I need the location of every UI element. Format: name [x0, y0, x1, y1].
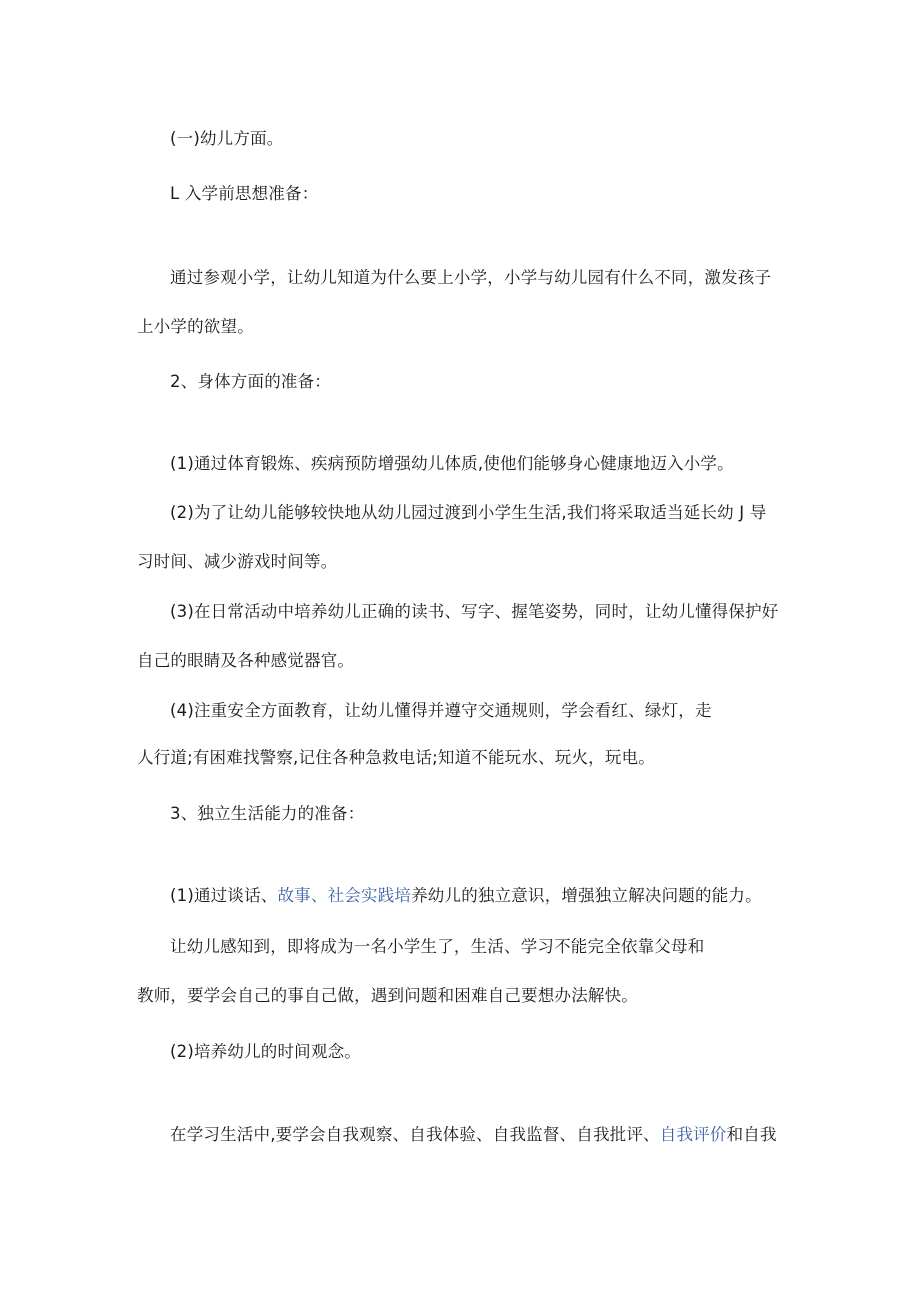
item-3-paragraph-1-separator: 、: [310, 886, 328, 905]
item-3-paragraph-1-post: 养幼儿的独立意识，增强独立解决问题的能力。: [411, 886, 762, 905]
item-3-paragraph-3-post: 和自我: [726, 1125, 777, 1144]
item-3-paragraph-1b-line-2: 教师，要学会自己的事自己做，遇到问题和困难自己要想办法解快。: [137, 986, 638, 1005]
item-2-paragraph-4-line-2: 人行道;有困难找警察,记住各种急救电话;知道不能玩水、玩火，玩电。: [137, 748, 655, 767]
story-link[interactable]: 故事: [277, 886, 311, 905]
item-2-paragraph-1: (1)通过体育锻炼、疾病预防增强幼儿体质,使他们能够身心健康地迈入小学。: [170, 454, 734, 473]
item-3-title: 3、独立生活能力的准备：: [170, 804, 365, 823]
item-3-paragraph-2: (2)培养幼儿的时间观念。: [170, 1042, 361, 1061]
social-practice-link[interactable]: 社会实践培: [327, 886, 412, 905]
item-1-text-line-2: 上小学的欲望。: [137, 317, 254, 336]
item-3-paragraph-1b-line-1: 让幼儿感知到，即将成为一名小学生了，生活、学习不能完全依靠父母和: [170, 937, 705, 956]
item-2-paragraph-2-line-1: (2)为了让幼儿能够较快地从幼儿园过渡到小学生生活,我们将采取适当延长幼 J 导: [170, 503, 767, 522]
item-2-paragraph-2-line-2: 习时间、减少游戏时间等。: [137, 552, 338, 571]
item-2-paragraph-3-line-1: (3)在日常活动中培养幼儿正确的读书、写字、握笔姿势，同时，让幼儿懂得保护好: [170, 602, 779, 621]
item-3-paragraph-3-pre: 在学习生活中,要学会自我观察、自我体验、自我监督、自我批评、: [170, 1125, 660, 1144]
item-3-paragraph-3: [170, 1124, 777, 1146]
item-2-paragraph-4-line-1: (4)注重安全方面教育，让幼儿懂得并遵守交通规则，学会看红、绿灯，走: [170, 701, 712, 720]
item-1-text-line-1: 通过参观小学，让幼儿知道为什么要上小学，小学与幼儿园有什么不同，激发孩子: [170, 268, 772, 287]
self-evaluation-link[interactable]: 自我评价: [659, 1125, 727, 1144]
item-2-title: 2、身体方面的准备：: [170, 372, 331, 391]
section-heading-child: (一)幼儿方面。: [170, 129, 284, 148]
item-3-paragraph-1: [170, 885, 762, 907]
item-3-paragraph-1-pre: (1)通过谈话、: [170, 886, 278, 905]
item-1-title: L 入学前思想准备：: [170, 184, 319, 203]
item-2-paragraph-3-line-2: 自己的眼睛及各种感觉器官。: [137, 651, 355, 670]
